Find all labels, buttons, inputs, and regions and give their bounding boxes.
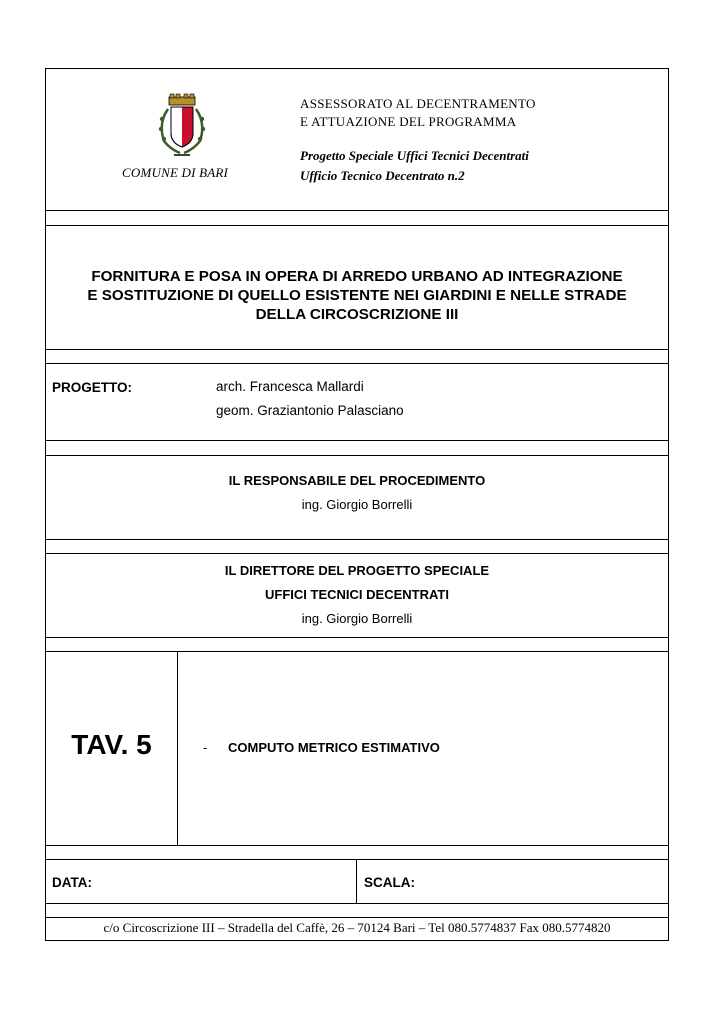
bari-crest-icon [152, 93, 212, 163]
divider [46, 637, 668, 638]
title-block-frame [45, 68, 669, 941]
divider [46, 845, 668, 846]
title-line-1: FORNITURA E POSA IN OPERA DI ARREDO URBANO AD INTEGRAZIONE [91, 268, 623, 285]
comune-label: COMUNE DI BARI [122, 165, 229, 180]
divider [46, 363, 668, 364]
divider [46, 917, 668, 918]
divider [46, 903, 668, 904]
tav-label: TAV. 5 [71, 729, 152, 760]
divider [46, 225, 668, 226]
direttore-name: ing. Giorgio Borrelli [301, 611, 413, 626]
dept-line-1: ASSESSORATO AL DECENTRAMENTO [300, 96, 536, 111]
direttore-block [46, 559, 668, 631]
divider [46, 859, 668, 860]
dept-line-2: E ATTUAZIONE DEL PROGRAMMA [300, 114, 517, 129]
item-dash: - [203, 740, 208, 755]
title-line-2: E SOSTITUZIONE DI QUELLO ESISTENTE NEI GIARDINI E NELLE STRADE [87, 287, 627, 304]
assessorato-heading [300, 95, 536, 131]
project-office [300, 146, 529, 186]
scala-label: SCALA: [364, 875, 415, 890]
document-title [46, 267, 668, 324]
divider [46, 210, 668, 211]
project-line-2: Ufficio Tecnico Decentrato n.2 [300, 168, 465, 183]
progetto-label: PROGETTO: [52, 380, 133, 395]
direttore-title-2: UFFICI TECNICI DECENTRATI [265, 587, 449, 602]
responsabile-name: ing. Giorgio Borrelli [301, 497, 413, 512]
project-line-1: Progetto Speciale Uffici Tecnici Decentrati [300, 148, 529, 163]
divider [46, 349, 668, 350]
progetto-name-1: arch. Francesca Mallardi [216, 379, 364, 394]
progetto-name-2: geom. Graziantonio Palasciano [216, 403, 404, 418]
tav-item: COMPUTO METRICO ESTIMATIVO [228, 740, 440, 755]
divider [46, 539, 668, 540]
footer-address: c/o Circoscrizione III – Stradella del Caffè, 26 – 70124 Bari – Tel 080.5774837 Fax 080.5774820 [103, 920, 611, 935]
data-label: DATA: [52, 875, 92, 890]
responsabile-title: IL RESPONSABILE DEL PROCEDIMENTO [228, 473, 486, 488]
divider [46, 455, 668, 456]
divider [46, 553, 668, 554]
tav-divider [177, 651, 178, 845]
direttore-title-1: IL DIRETTORE DEL PROGETTO SPECIALE [224, 563, 490, 578]
divider [46, 651, 668, 652]
responsabile-block [46, 469, 668, 517]
title-line-3: DELLA CIRCOSCRIZIONE III [255, 306, 459, 323]
divider [46, 440, 668, 441]
meta-divider [356, 859, 357, 903]
